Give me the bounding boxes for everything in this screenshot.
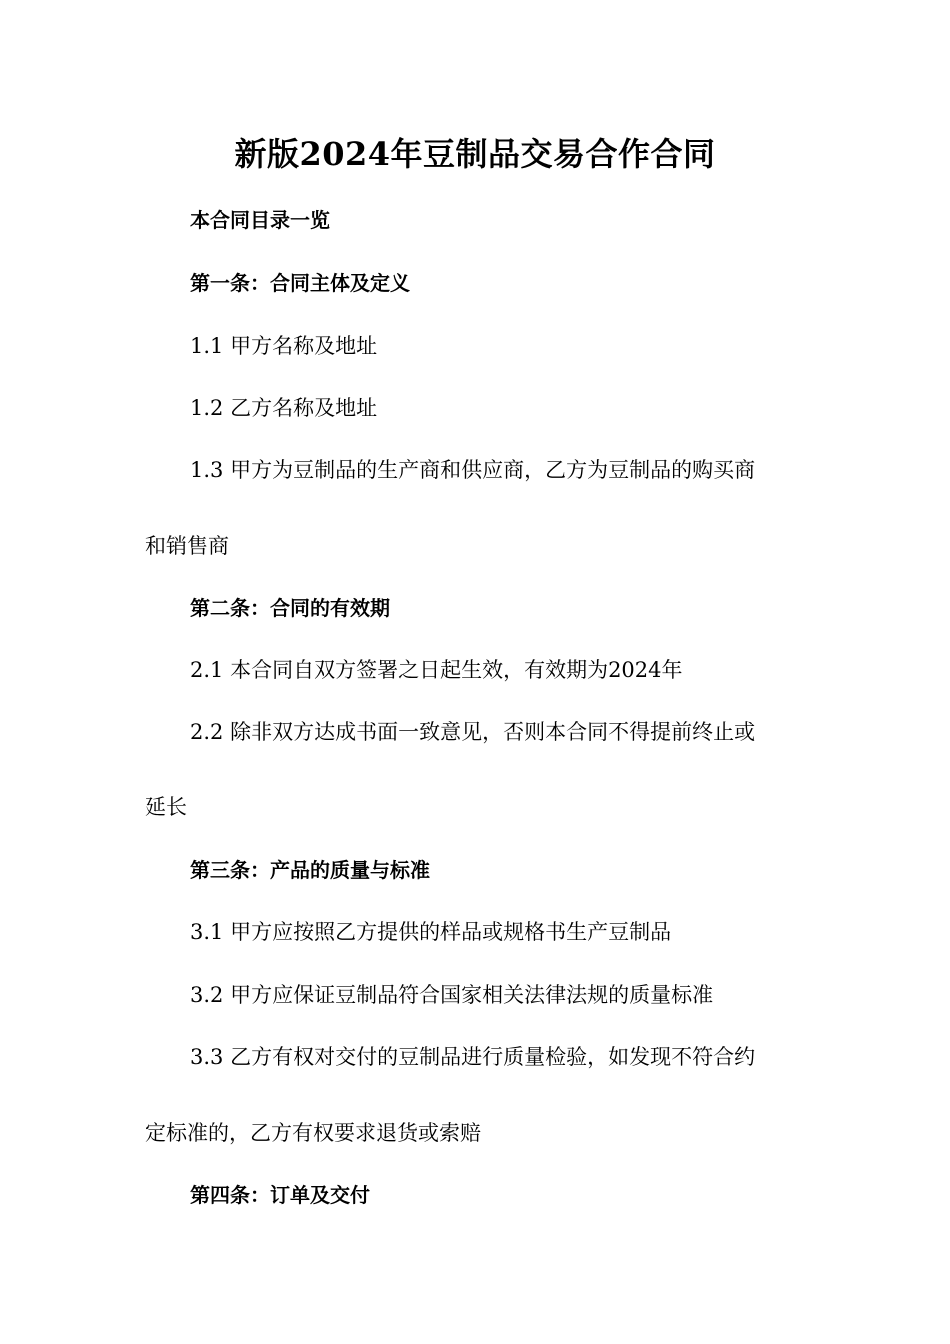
document-title: 新版2024年豆制品交易合作合同 xyxy=(234,135,716,173)
clause-3-1: 3.1 甲方应按照乙方提供的样品或规格书生产豆制品 xyxy=(190,920,672,944)
clause-2-1: 2.1 本合同自双方签署之日起生效，有效期为2024年 xyxy=(190,658,683,682)
toc-heading: 本合同目录一览 xyxy=(190,208,330,232)
clause-2-2: 2.2 除非双方达成书面一致意见，否则本合同不得提前终止或 xyxy=(190,720,756,744)
clause-1-3-continued: 和销售商 xyxy=(145,534,229,558)
clause-1-3: 1.3 甲方为豆制品的生产商和供应商，乙方为豆制品的购买商 xyxy=(190,458,756,482)
clause-1-1: 1.1 甲方名称及地址 xyxy=(190,334,378,358)
clause-3-3: 3.3 乙方有权对交付的豆制品进行质量检验，如发现不符合约 xyxy=(190,1045,756,1069)
section-heading-3: 第三条：产品的质量与标准 xyxy=(190,858,430,882)
clause-1-2: 1.2 乙方名称及地址 xyxy=(190,396,378,420)
section-heading-1: 第一条：合同主体及定义 xyxy=(190,271,410,295)
clause-3-3-continued: 定标准的，乙方有权要求退货或索赔 xyxy=(145,1121,481,1145)
clause-2-2-continued: 延长 xyxy=(145,795,187,819)
section-heading-2: 第二条：合同的有效期 xyxy=(190,596,390,620)
section-heading-4: 第四条：订单及交付 xyxy=(190,1183,370,1207)
clause-3-2: 3.2 甲方应保证豆制品符合国家相关法律法规的质量标准 xyxy=(190,983,714,1007)
